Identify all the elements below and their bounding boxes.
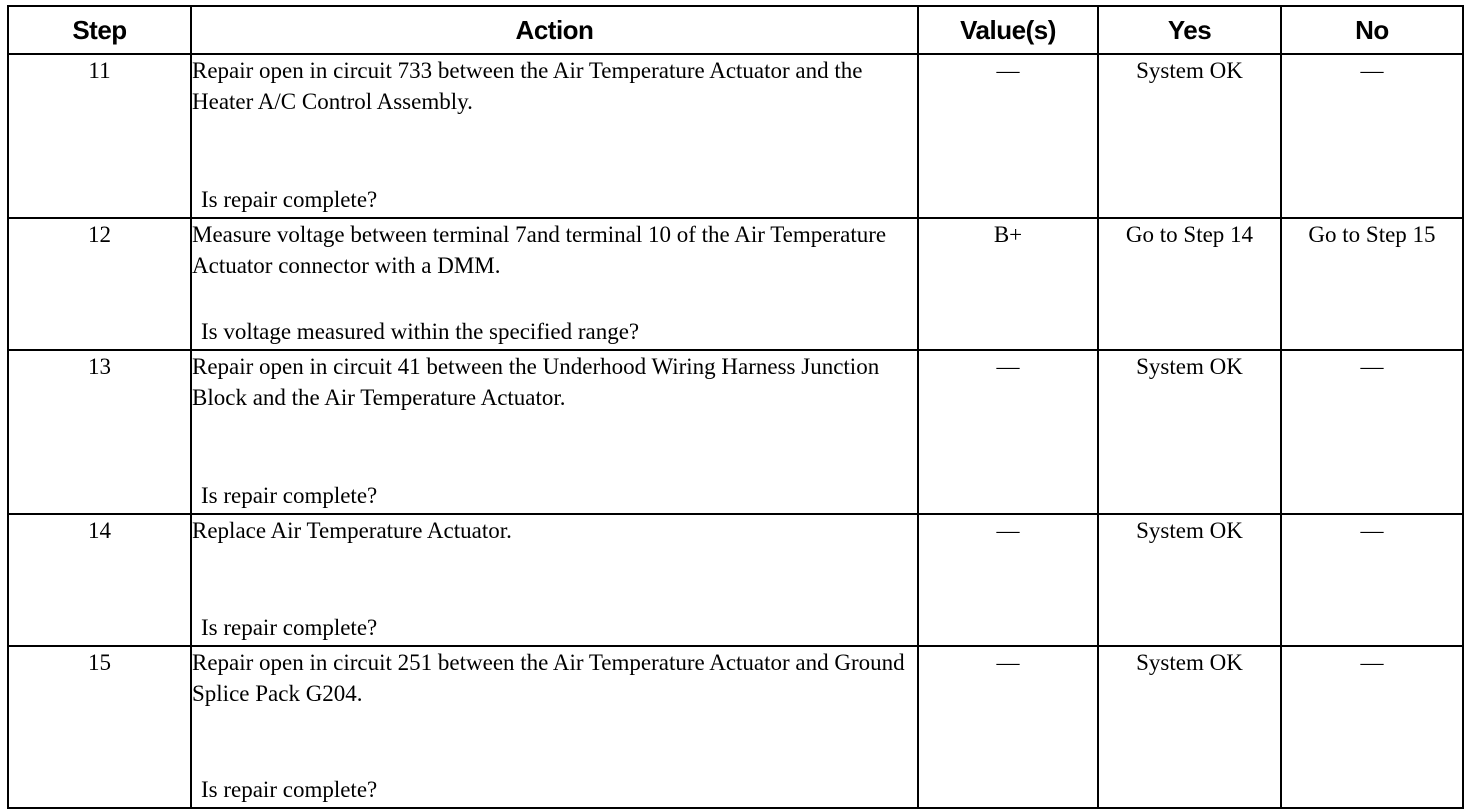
yes-cell: System OK [1098,646,1281,808]
value-cell: — [918,54,1098,218]
action-text: Repair open in circuit 41 between the Underhood Wiring Harness Junction Block and the Air Temperature Actuator. [192,354,880,410]
action-text: Replace Air Temperature Actuator. [192,518,512,543]
action-question: Is voltage measured within the specified range? [201,319,640,344]
table-body [8,54,1463,808]
diagnostic-table [7,5,1464,809]
step-number: 11 [8,54,191,218]
action-cell [191,350,918,514]
step-number: 12 [8,218,191,350]
value-cell: — [918,350,1098,514]
table-row [8,646,1463,808]
action-cell [191,646,918,808]
action-question: Is repair complete? [201,483,378,508]
action-cell [191,514,918,646]
yes-cell: Go to Step 14 [1098,218,1281,350]
header-no: No [1281,6,1463,54]
action-text: Repair open in circuit 251 between the Air Temperature Actuator and Ground Splice Pack G204. [192,650,905,706]
no-cell: — [1281,646,1463,808]
step-number: 13 [8,350,191,514]
header-yes: Yes [1098,6,1281,54]
yes-cell: System OK [1098,514,1281,646]
value-cell: B+ [918,218,1098,350]
no-cell: — [1281,514,1463,646]
no-cell: Go to Step 15 [1281,218,1463,350]
action-cell [191,218,918,350]
action-cell [191,54,918,218]
action-question: Is repair complete? [201,187,378,212]
table-row [8,218,1463,350]
yes-cell: System OK [1098,54,1281,218]
header-values: Value(s) [918,6,1098,54]
table-row [8,54,1463,218]
action-text: Measure voltage between terminal 7and terminal 10 of the Air Temperature Actuator connector with a DMM. [192,222,887,278]
no-cell: — [1281,350,1463,514]
table-row [8,514,1463,646]
action-question: Is repair complete? [201,777,378,802]
header-step: Step [8,6,191,54]
action-question: Is repair complete? [201,615,378,640]
table-row [8,350,1463,514]
value-cell: — [918,514,1098,646]
value-cell: — [918,646,1098,808]
step-number: 14 [8,514,191,646]
header-row [8,6,1463,54]
table-header [8,6,1463,54]
header-action: Action [191,6,918,54]
no-cell: — [1281,54,1463,218]
action-text: Repair open in circuit 733 between the Air Temperature Actuator and the Heater A/C Control Assembly. [192,58,863,114]
yes-cell: System OK [1098,350,1281,514]
step-number: 15 [8,646,191,808]
